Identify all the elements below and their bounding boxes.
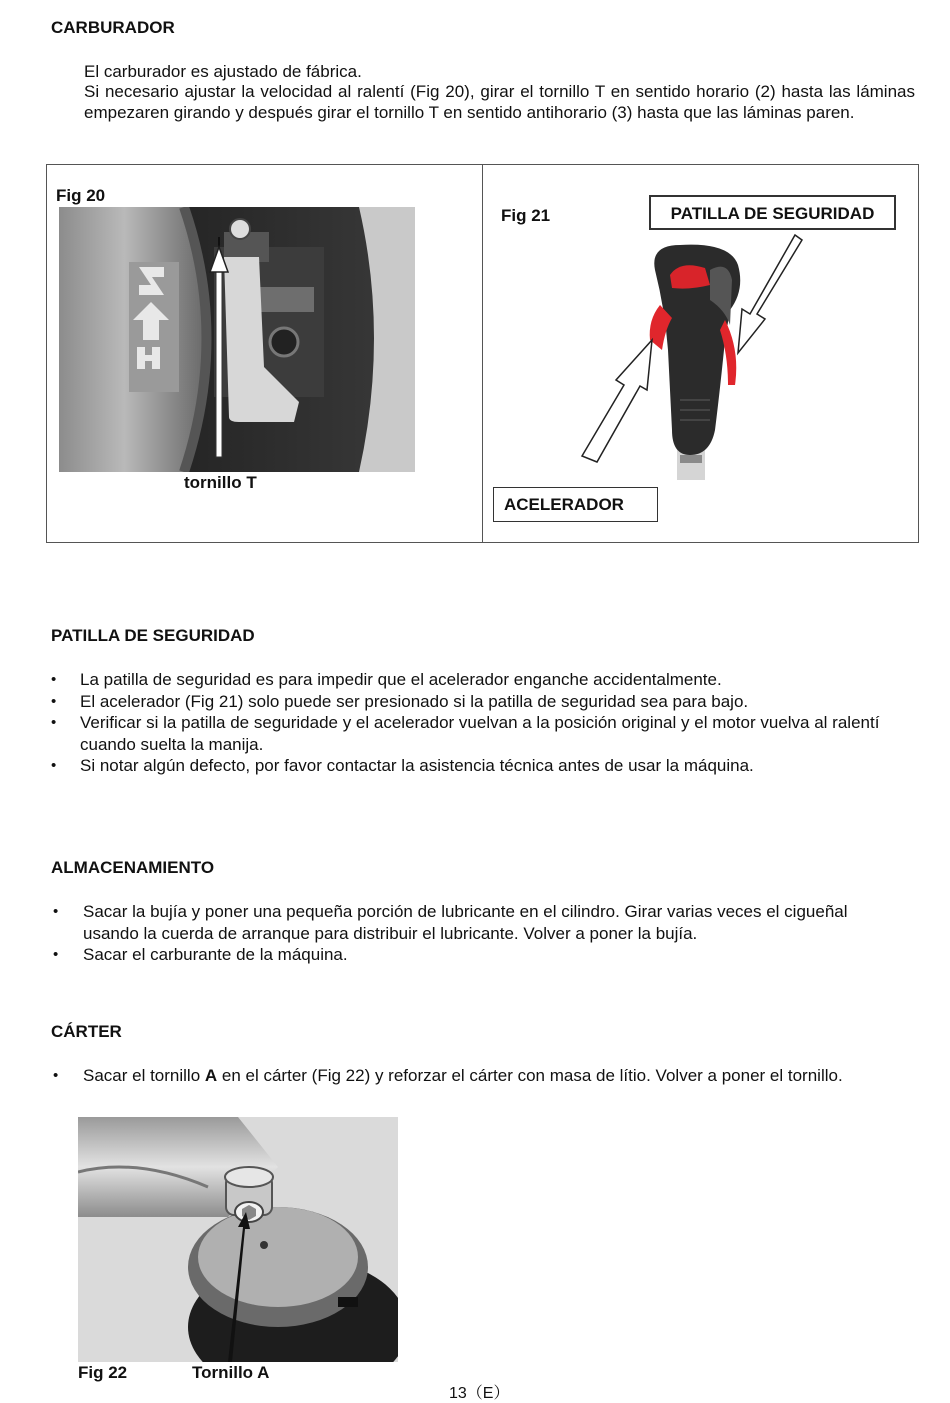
list-item: • El acelerador (Fig 21) solo puede ser presionado si la patilla de seguridad sea para bajo. bbox=[51, 691, 749, 711]
section-title-carter: CÁRTER bbox=[51, 1022, 122, 1041]
section-title-carburador: CARBURADOR bbox=[51, 18, 175, 37]
patilla-label-text: PATILLA DE SEGURIDAD bbox=[670, 204, 875, 223]
figure-table-divider bbox=[482, 165, 483, 542]
fig21-label: Fig 21 bbox=[501, 206, 551, 225]
section-title-patilla: PATILLA DE SEGURIDAD bbox=[51, 626, 255, 645]
list-item: • Sacar la bujía y poner una pequeña porción de lubricante en el cilindro. Girar varias veces el cigueñal usando la cuerda de arranque para distribuir el lubricante. Volver a poner la bujía. bbox=[53, 902, 848, 943]
fig20-label: Fig 20 bbox=[56, 186, 106, 205]
carburador-line-1: El carburador es ajustado de fábrica. bbox=[84, 62, 362, 81]
fig22-caption: Tornillo A bbox=[192, 1363, 270, 1382]
throttle-handle-illustration bbox=[560, 230, 820, 485]
carter-text-pre: Sacar el tornillo bbox=[83, 1066, 205, 1085]
carter-bullet bbox=[51, 1065, 921, 1086]
acelerador-label-box bbox=[493, 487, 658, 522]
section-title-almacenamiento: ALMACENAMIENTO bbox=[51, 858, 215, 877]
patilla-bullet-3-text: Verificar si la patilla de seguridade y el acelerador vuelvan a la posición original y el motor vuelva al ralentí cuando suelta la manija. bbox=[80, 713, 880, 754]
fig22-label: Fig 22 bbox=[78, 1363, 128, 1382]
list-item: • La patilla de seguridad es para impedir que el acelerador enganche accidentalmente. bbox=[51, 670, 722, 689]
acelerador-label-text: ACELERADOR bbox=[504, 495, 624, 514]
patilla-bullet-list bbox=[51, 669, 917, 777]
gearbox-photo-illustration bbox=[78, 1117, 398, 1362]
bullet-dot: • bbox=[53, 1067, 59, 1084]
carter-bullet-text bbox=[83, 1066, 843, 1085]
fig20-caption: tornillo T bbox=[184, 473, 257, 492]
list-item: • Sacar el carburante de la máquina. bbox=[53, 945, 348, 964]
almacenamiento-bullet-list bbox=[51, 901, 901, 966]
carter-text-bold: A bbox=[204, 1066, 218, 1085]
carter-text-post: en el cárter (Fig 22) y reforzar el cárter con masa de lítio. Volver a poner el tornillo. bbox=[217, 1066, 843, 1085]
fig22-photo bbox=[78, 1117, 398, 1362]
patilla-bullet-1-text: La patilla de seguridad es para impedir que el acelerador enganche accidentalmente. bbox=[80, 670, 722, 689]
carburetor-photo-illustration bbox=[59, 207, 415, 472]
patilla-label-box bbox=[649, 195, 896, 230]
page-number: 13（E） bbox=[449, 1385, 510, 1402]
fig20-photo bbox=[59, 207, 415, 472]
list-item: • Verificar si la patilla de seguridade y el acelerador vuelvan a la posición original y el motor vuelva al ralentí cuando suelta la manija. bbox=[51, 713, 880, 754]
carburador-paragraph: Si necesario ajustar la velocidad al ralentí (Fig 20), girar el tornillo T en sentido horario (2) hasta las láminas empezaren girando y después girar el tornillo T en sentido antihorario (3) hasta que las láminas paren. bbox=[84, 82, 915, 122]
patilla-bullet-2-text: El acelerador (Fig 21) solo puede ser presionado si la patilla de seguridad sea para bajo. bbox=[80, 691, 749, 711]
list-item: • Si notar algún defecto, por favor contactar la asistencia técnica antes de usar la máquina. bbox=[51, 756, 754, 775]
almacenamiento-bullet-1-text: Sacar la bujía y poner una pequeña porción de lubricante en el cilindro. Girar varias veces el cigueñal usando la cuerda de arranque para distribuir el lubricante. Volver a poner la bujía. bbox=[83, 902, 848, 943]
almacenamiento-bullet-2-text: Sacar el carburante de la máquina. bbox=[83, 945, 348, 964]
patilla-bullet-4-text: Si notar algún defecto, por favor contactar la asistencia técnica antes de usar la máquina. bbox=[80, 756, 754, 775]
